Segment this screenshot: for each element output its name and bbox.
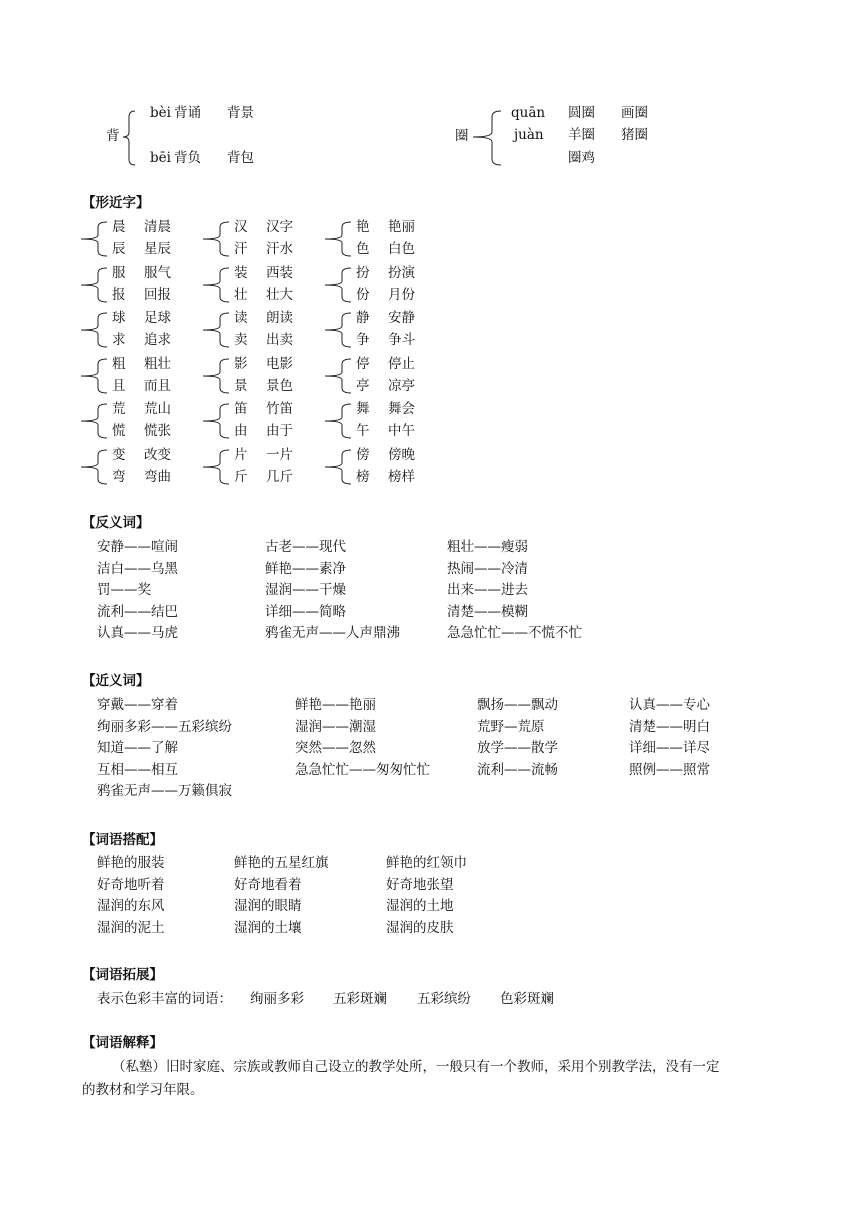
similar-char: 球 (112, 310, 126, 326)
similar-word: 朗读 (266, 310, 293, 326)
similar-char: 汗 (234, 241, 248, 257)
brace-icon (202, 403, 230, 439)
similar-word: 服气 (144, 265, 171, 281)
similar-word: 西装 (266, 265, 293, 281)
similar-word: 舞会 (388, 401, 415, 417)
similar-char: 汉 (234, 219, 248, 235)
explanation-line-1: （私塾）旧时家庭、宗族或教师自己设立的教学处所，一般只有一个教师，采用个别教学法，没有一定 (112, 1059, 720, 1075)
similar-char: 且 (112, 378, 126, 394)
collocation: 鲜艳的服装 (97, 855, 165, 871)
synonym-pair: 知道——了解 (97, 740, 178, 756)
similar-char: 影 (234, 356, 248, 372)
similar-char: 舞 (356, 401, 370, 417)
collocation: 好奇地张望 (386, 876, 454, 893)
similar-char: 辰 (112, 241, 126, 257)
synonym-pair: 详细——详尽 (629, 740, 710, 756)
antonym-pair: 流利——结巴 (97, 603, 178, 620)
synonym-pair: 飘扬——飘动 (477, 697, 558, 713)
similar-word: 星辰 (144, 241, 171, 257)
word: 背景 (227, 105, 254, 121)
antonym-pair: 安静——喧闹 (97, 539, 178, 555)
antonym-pair: 粗壮——瘦弱 (447, 539, 528, 555)
similar-word: 凉亭 (388, 378, 415, 394)
similar-char: 求 (112, 332, 126, 348)
antonym-pair: 认真——马虎 (97, 625, 178, 641)
brace-icon (80, 267, 108, 303)
pinyin: bēi (150, 150, 171, 166)
similar-word: 中午 (388, 423, 415, 439)
expansion-word: 色彩斑斓 (500, 991, 554, 1007)
antonym-pair: 清楚——模糊 (447, 603, 528, 620)
word: 背负 (174, 150, 201, 166)
similar-char: 榜 (356, 469, 370, 485)
antonym-pair: 出来——进去 (447, 582, 528, 598)
pinyin: juàn (514, 127, 544, 143)
similar-char: 静 (356, 310, 370, 326)
synonym-pair: 湿润——潮湿 (295, 718, 376, 735)
similar-word: 改变 (144, 447, 171, 463)
brace-icon (324, 449, 352, 485)
similar-char: 片 (234, 447, 248, 463)
synonym-pair: 鲜艳——艳丽 (295, 697, 376, 713)
brace-icon (324, 358, 352, 394)
similar-word: 汗水 (266, 241, 293, 257)
collocation: 鲜艳的红领巾 (386, 855, 467, 871)
brace-icon (202, 221, 230, 257)
synonym-pair: 急急忙忙——匆匆忙忙 (295, 761, 430, 778)
brace-icon (324, 403, 352, 439)
polyphone-char: 背 (106, 128, 120, 144)
word: 圆圈 (568, 105, 595, 121)
brace-icon (202, 449, 230, 485)
similar-char: 卖 (234, 332, 248, 348)
similar-word: 清晨 (144, 219, 171, 235)
similar-char: 弯 (112, 469, 126, 485)
brace-icon (324, 267, 352, 303)
pinyin: bèi (150, 105, 171, 121)
antonym-pair: 急急忙忙——不慌不忙 (447, 625, 582, 641)
expansion-word: 五彩缤纷 (417, 991, 471, 1007)
similar-char: 由 (234, 423, 248, 439)
similar-word: 壮大 (266, 287, 293, 303)
expansion-word: 绚丽多彩 (250, 991, 304, 1007)
collocation: 湿润的泥土 (97, 919, 165, 936)
synonym-pair: 荒野—荒原 (477, 718, 545, 735)
similar-word: 追求 (144, 332, 171, 348)
similar-word: 一片 (266, 447, 293, 463)
collocation: 湿润的土地 (386, 898, 454, 914)
synonym-pair: 穿戴——穿着 (97, 697, 178, 713)
similar-word: 荒山 (144, 401, 171, 417)
brace-icon (472, 110, 502, 166)
similar-word: 停止 (388, 356, 415, 372)
similar-word: 几斤 (266, 469, 293, 485)
expansion-label: 表示色彩丰富的词语： (97, 991, 232, 1007)
similar-word: 粗壮 (144, 356, 171, 372)
word: 猪圈 (621, 127, 648, 143)
similar-char: 傍 (356, 447, 370, 463)
brace-icon (324, 312, 352, 348)
similar-word: 慌张 (144, 423, 171, 439)
similar-word: 争斗 (388, 332, 415, 348)
synonym-pair: 认真——专心 (629, 697, 710, 713)
pinyin: quān (511, 105, 546, 121)
section-title-antonyms: 【反义词】 (82, 515, 150, 531)
word: 画圈 (621, 105, 648, 121)
brace-icon (80, 358, 108, 394)
similar-word: 竹笛 (266, 401, 293, 417)
similar-char: 荒 (112, 401, 126, 417)
antonym-pair: 洁白——乌黑 (97, 560, 178, 577)
section-title-collocations: 【词语搭配】 (82, 832, 163, 848)
section-title-explanation: 【词语解释】 (82, 1035, 163, 1051)
similar-char: 斤 (234, 469, 248, 485)
synonym-pair: 清楚——明白 (629, 718, 710, 735)
similar-char: 亭 (356, 378, 370, 394)
similar-char: 慌 (112, 423, 126, 439)
similar-char: 份 (356, 287, 370, 303)
word: 羊圈 (568, 127, 595, 143)
section-title-similar-chars: 【形近字】 (82, 195, 150, 211)
similar-word: 回报 (144, 287, 171, 303)
collocation: 湿润的皮肤 (386, 919, 454, 936)
antonym-pair: 热闹——冷清 (447, 560, 528, 577)
antonym-pair: 鸦雀无声——人声鼎沸 (265, 625, 400, 641)
similar-char: 午 (356, 423, 370, 439)
similar-word: 安静 (388, 310, 415, 326)
collocation: 湿润的眼睛 (234, 898, 302, 914)
collocation: 鲜艳的五星红旗 (234, 855, 329, 871)
section-title-synonyms: 【近义词】 (82, 673, 150, 689)
collocation: 湿润的土壤 (234, 919, 302, 936)
synonym-pair: 放学——散学 (477, 740, 558, 756)
antonym-pair: 详细——简略 (265, 603, 346, 620)
collocation: 湿润的东风 (97, 898, 165, 914)
similar-word: 出卖 (266, 332, 293, 348)
explanation-line-2: 的教材和学习年限。 (82, 1082, 204, 1098)
similar-word: 傍晚 (388, 447, 415, 463)
synonym-pair: 流利——流畅 (477, 761, 558, 778)
synonym-pair: 绚丽多彩——五彩缤纷 (97, 718, 232, 735)
brace-icon (80, 312, 108, 348)
similar-char: 变 (112, 447, 126, 463)
similar-word: 电影 (266, 356, 293, 372)
similar-char: 笛 (234, 401, 248, 417)
synonym-pair: 突然——忽然 (295, 740, 376, 756)
similar-word: 弯曲 (144, 469, 171, 485)
brace-icon (80, 403, 108, 439)
similar-char: 装 (234, 265, 248, 281)
similar-word: 足球 (144, 310, 171, 326)
similar-char: 艳 (356, 219, 370, 235)
similar-word: 而且 (144, 378, 171, 394)
antonym-pair: 湿润——干燥 (265, 582, 346, 598)
brace-icon (202, 312, 230, 348)
similar-char: 色 (356, 241, 370, 257)
similar-char: 粗 (112, 356, 126, 372)
brace-icon (80, 449, 108, 485)
similar-word: 艳丽 (388, 219, 415, 235)
synonym-pair: 鸦雀无声——万籁俱寂 (97, 783, 232, 799)
brace-icon (202, 267, 230, 303)
similar-word: 汉字 (266, 219, 293, 235)
expansion-word: 五彩斑斓 (333, 991, 387, 1007)
brace-icon (122, 110, 136, 166)
synonym-pair: 照例——照常 (629, 761, 710, 778)
similar-word: 白色 (388, 241, 415, 257)
similar-char: 报 (112, 287, 126, 303)
similar-char: 停 (356, 356, 370, 372)
antonym-pair: 鲜艳——素净 (265, 560, 346, 577)
similar-word: 月份 (388, 287, 415, 303)
section-title-expansion: 【词语拓展】 (82, 967, 163, 983)
antonym-pair: 罚——奖 (97, 582, 151, 598)
similar-char: 扮 (356, 265, 370, 281)
word: 圈鸡 (568, 150, 595, 166)
similar-char: 读 (234, 310, 248, 326)
antonym-pair: 古老——现代 (265, 539, 346, 555)
similar-word: 榜样 (388, 469, 415, 485)
synonym-pair: 互相——相互 (97, 761, 178, 778)
word: 背诵 (174, 105, 201, 121)
brace-icon (80, 221, 108, 257)
similar-char: 景 (234, 378, 248, 394)
word: 背包 (227, 150, 254, 166)
similar-char: 服 (112, 265, 126, 281)
similar-word: 扮演 (388, 265, 415, 281)
similar-char: 争 (356, 332, 370, 348)
brace-icon (202, 358, 230, 394)
polyphone-char: 圈 (455, 128, 469, 144)
similar-word: 由于 (266, 423, 293, 439)
collocation: 好奇地听着 (97, 876, 165, 893)
similar-word: 景色 (266, 378, 293, 394)
collocation: 好奇地看着 (234, 876, 302, 893)
similar-char: 壮 (234, 287, 248, 303)
similar-char: 晨 (112, 219, 126, 235)
brace-icon (324, 221, 352, 257)
